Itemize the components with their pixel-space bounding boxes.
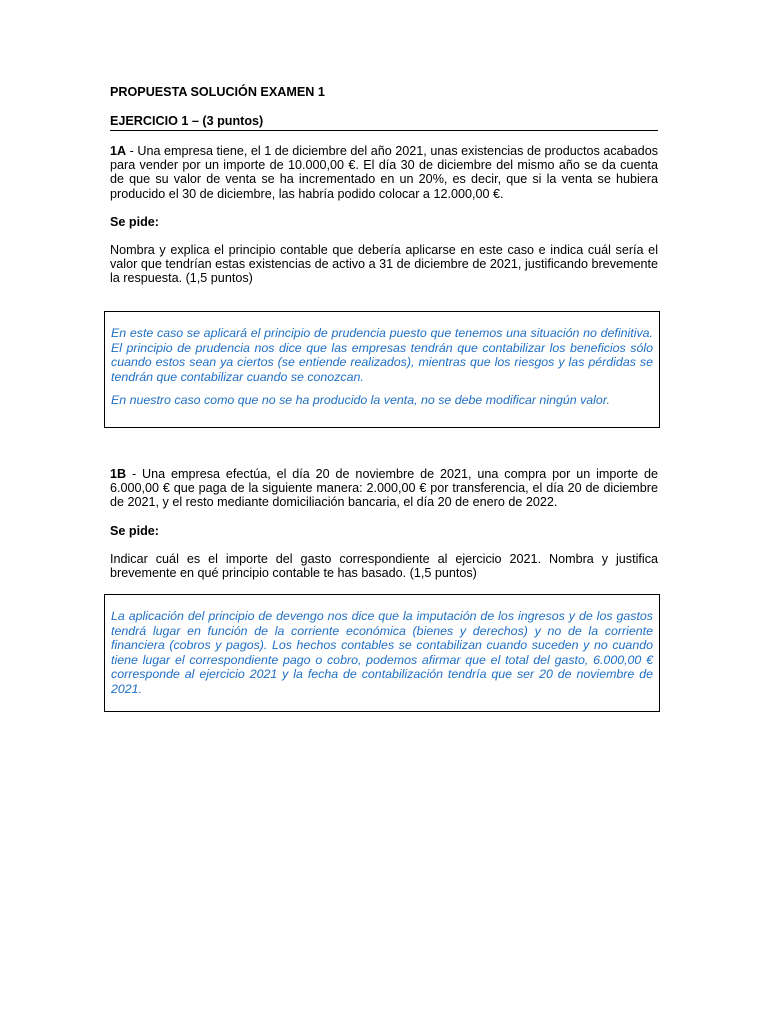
- part-1b-block: [110, 467, 658, 580]
- part-1b-statement-text: - Una empresa efectúa, el día 20 de noviembre de 2021, una compra por un importe de 6.000,00 € que paga de la siguiente manera: 2.000,00 € por transferencia, el día 20 de diciembre de 2021, y el resto mediante domiciliación bancaria, el día 20 de enero de 2022.: [110, 467, 658, 510]
- part-1b-answer-box: [104, 594, 660, 712]
- part-1b-answer-paragraph-1: La aplicación del principio de devengo nos dice que la imputación de los ingresos y de los gastos tendrá lugar en función de la corriente económica (bienes y derechos) y no de la corriente financiera (cobros y pagos). Los hechos contables se contabilizan cuando suceden y no cuando tiene lugar el correspondiente pago o cobro, podemos afirmar que el total del gasto, 6.000,00 € corresponde al ejercicio 2021 y la fecha de contabilización tendría que ser 20 de noviembre de 2021.: [111, 609, 653, 696]
- document-body: [110, 84, 658, 285]
- part-1a-label: 1A: [110, 144, 127, 158]
- part-1b-task: Indicar cuál es el importe del gasto correspondiente al ejercicio 2021. Nombra y justifica brevemente en qué principio contable te has basado. (1,5 puntos): [110, 551, 658, 580]
- part-1a-statement-text: - Una empresa tiene, el 1 de diciembre del año 2021, unas existencias de productos acabados para vender por un importe de 10.000,00 €. El día 30 de diciembre del mismo año se da cuenta de que su valor de venta se ha incrementado en un 20%, es decir, que si la venta se hubiera producido el 30 de diciembre, las habría podido colocar a 12.000,00 €.: [110, 144, 658, 201]
- part-1a-task: Nombra y explica el principio contable que debería aplicarse en este caso e indica cuál sería el valor que tendrían estas existencias de activo a 31 de diciembre de 2021, justificando brevemente la respuesta. (1,5 puntos): [110, 242, 658, 286]
- part-1a-statement: [110, 144, 658, 201]
- part-1a-answer-paragraph-1: En este caso se aplicará el principio de prudencia puesto que tenemos una situación no definitiva. El principio de prudencia nos dice que las empresas tendrán que contabilizar los beneficios sólo cuando estos sean ya ciertos (se entiende realizados), mientras que los riesgos y las pérdidas se tendrán que contabilizar cuando se conozcan.: [111, 326, 653, 384]
- part-1b-statement: [110, 467, 658, 510]
- exercise-heading: EJERCICIO 1 – (3 puntos): [110, 113, 658, 131]
- page-title: PROPUESTA SOLUCIÓN EXAMEN 1: [110, 85, 325, 99]
- part-1b-se-pide: Se pide:: [110, 523, 159, 538]
- part-1a-se-pide: Se pide:: [110, 214, 159, 229]
- part-1a-answer-paragraph-2: En nuestro caso como que no se ha producido la venta, no se debe modificar ningún valor.: [111, 393, 610, 408]
- part-1a-answer-box: [104, 311, 660, 428]
- part-1b-label: 1B: [110, 467, 127, 481]
